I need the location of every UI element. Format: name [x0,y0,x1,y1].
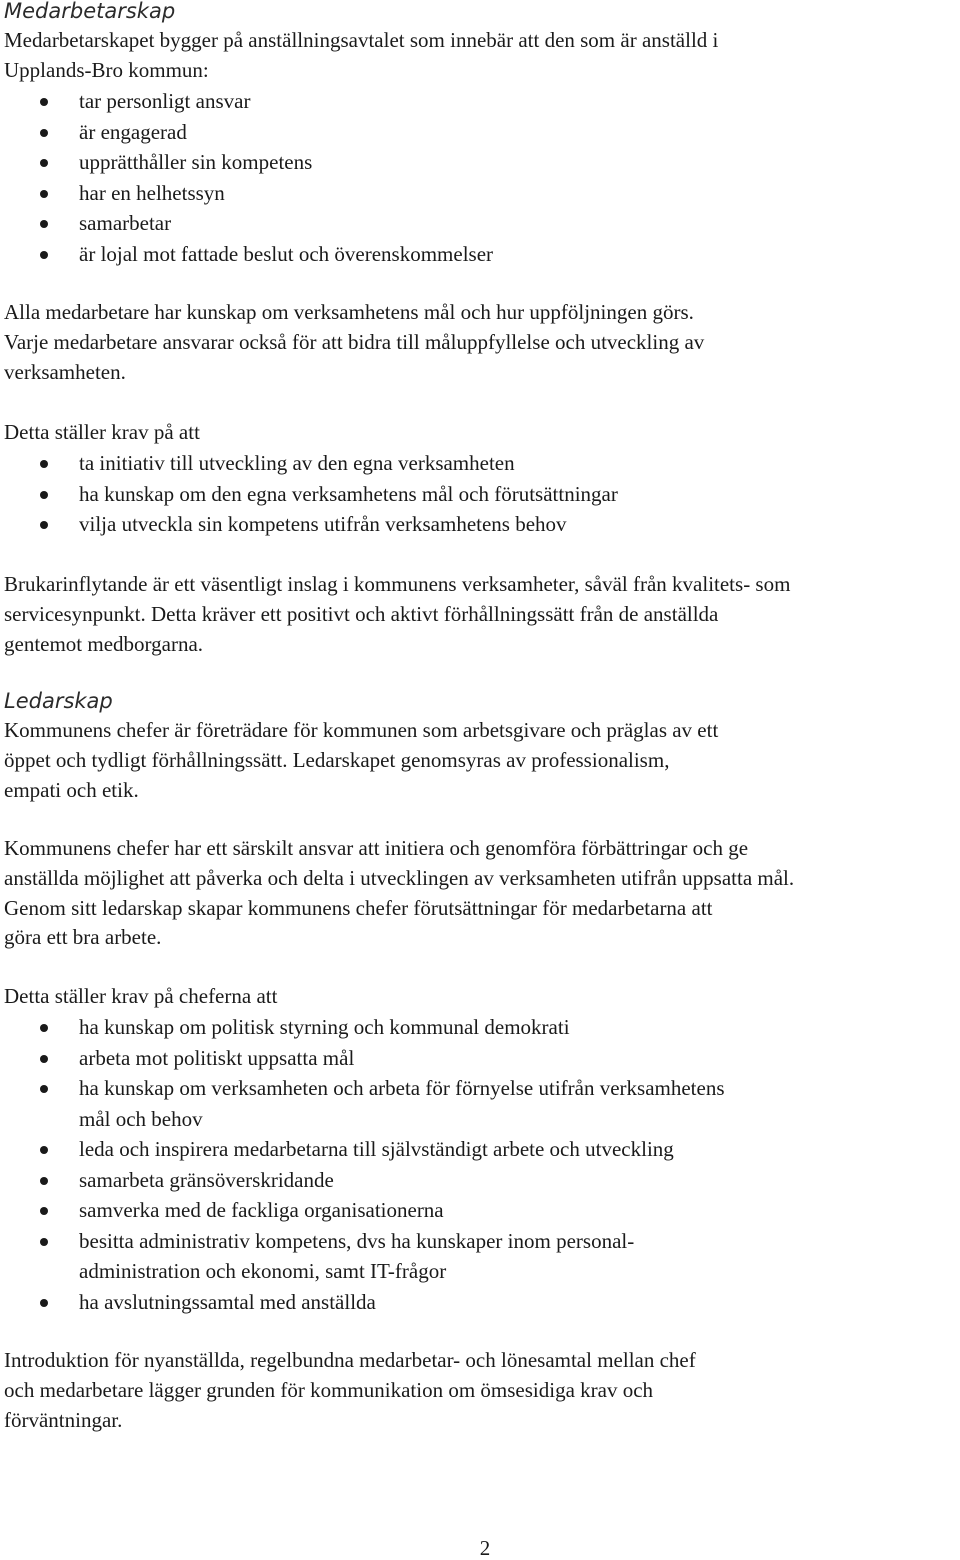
list-item: besitta administrativ kompetens, dvs ha kunskaper inom personal- administration och ekonomi, samt IT-frågor [0,1226,725,1287]
bullet-icon [40,1207,48,1215]
bullet-icon [40,1299,48,1307]
paragraph-medarbetarskap-goals: Alla medarbetare har kunskap om verksamhetens mål och hur uppföljningen görs. Varje medarbetare ansvarar också för att bidra till måluppfyllelse och utveckling av verksamheten. [4,300,705,384]
bullet-icon [40,521,48,529]
paragraph-ledarskap-lead: Detta ställer krav på cheferna att [4,984,278,1008]
heading-ledarskap: Ledarskap [4,689,113,713]
bullet-icon [40,1085,48,1093]
paragraph-ledarskap-ansvar: Kommunens chefer har ett särskilt ansvar att initiera och genomföra förbättringar och ge anställda möjlighet att påverka och delta i utvecklingen av verksamheten utifrån uppsatta mål. Genom sitt ledarskap skapar kommunens chefer förutsättningar för medarbetarna att göra ett bra arbete. [4,836,795,950]
list-item: ha kunskap om politisk styrning och kommunal demokrati [0,1012,725,1043]
paragraph-medarbetarskap-intro: Medarbetarskapet bygger på anställningsavtalet som innebär att den som är anställd i Upplands-Bro kommun: [4,28,719,82]
bullet-icon [40,190,48,198]
paragraph-introduktion: Introduktion för nyanställda, regelbundna medarbetar- och lönesamtal mellan chef och medarbetare lägger grunden för kommunikation om ömsesidiga krav och förväntningar. [4,1348,696,1432]
list-item: ha avslutningssamtal med anställda [0,1287,725,1318]
list-item: tar personligt ansvar [0,86,493,117]
bullet-icon [40,129,48,137]
list-medarbetarskap [0,86,493,269]
bullet-icon [40,491,48,499]
heading-medarbetarskap: Medarbetarskap [4,0,176,23]
bullet-icon [40,159,48,167]
paragraph-medarbetarskap-lead: Detta ställer krav på att [4,420,200,444]
list-item: leda och inspirera medarbetarna till självständigt arbete och utveckling [0,1134,725,1165]
list-item: samarbetar [0,208,493,239]
bullet-icon [40,98,48,106]
list-ledarskap-krav [0,1012,725,1317]
bullet-icon [40,251,48,259]
list-medarbetarskap-krav [0,448,618,540]
paragraph-ledarskap-intro: Kommunens chefer är företrädare för kommunen som arbetsgivare och präglas av ett öppet och tydligt förhållningssätt. Ledarskapet genomsyras av professionalism, empati och etik. [4,718,719,802]
list-item: vilja utveckla sin kompetens utifrån verksamhetens behov [0,509,618,540]
list-item: är engagerad [0,117,493,148]
list-item: samverka med de fackliga organisationerna [0,1195,725,1226]
bullet-icon [40,1177,48,1185]
list-item: är lojal mot fattade beslut och överenskommelser [0,239,493,270]
list-item: har en helhetssyn [0,178,493,209]
bullet-icon [40,1238,48,1246]
bullet-icon [40,220,48,228]
page-number: 2 [479,1536,491,1560]
bullet-icon [40,460,48,468]
list-item: ha kunskap om den egna verksamhetens mål och förutsättningar [0,479,618,510]
paragraph-brukarinflytande: Brukarinflytande är ett väsentligt inslag i kommunens verksamheter, såväl från kvalitets- som servicesynpunkt. Detta kräver ett positivt och aktivt förhållningssätt från de anställda gentemot medborgarna. [4,572,791,656]
bullet-icon [40,1146,48,1154]
bullet-icon [40,1024,48,1032]
list-item: arbeta mot politiskt uppsatta mål [0,1043,725,1074]
list-item: upprätthåller sin kompetens [0,147,493,178]
list-item: ta initiativ till utveckling av den egna verksamheten [0,448,618,479]
list-item: samarbeta gränsöverskridande [0,1165,725,1196]
bullet-icon [40,1055,48,1063]
list-item: ha kunskap om verksamheten och arbeta för förnyelse utifrån verksamhetens mål och behov [0,1073,725,1134]
